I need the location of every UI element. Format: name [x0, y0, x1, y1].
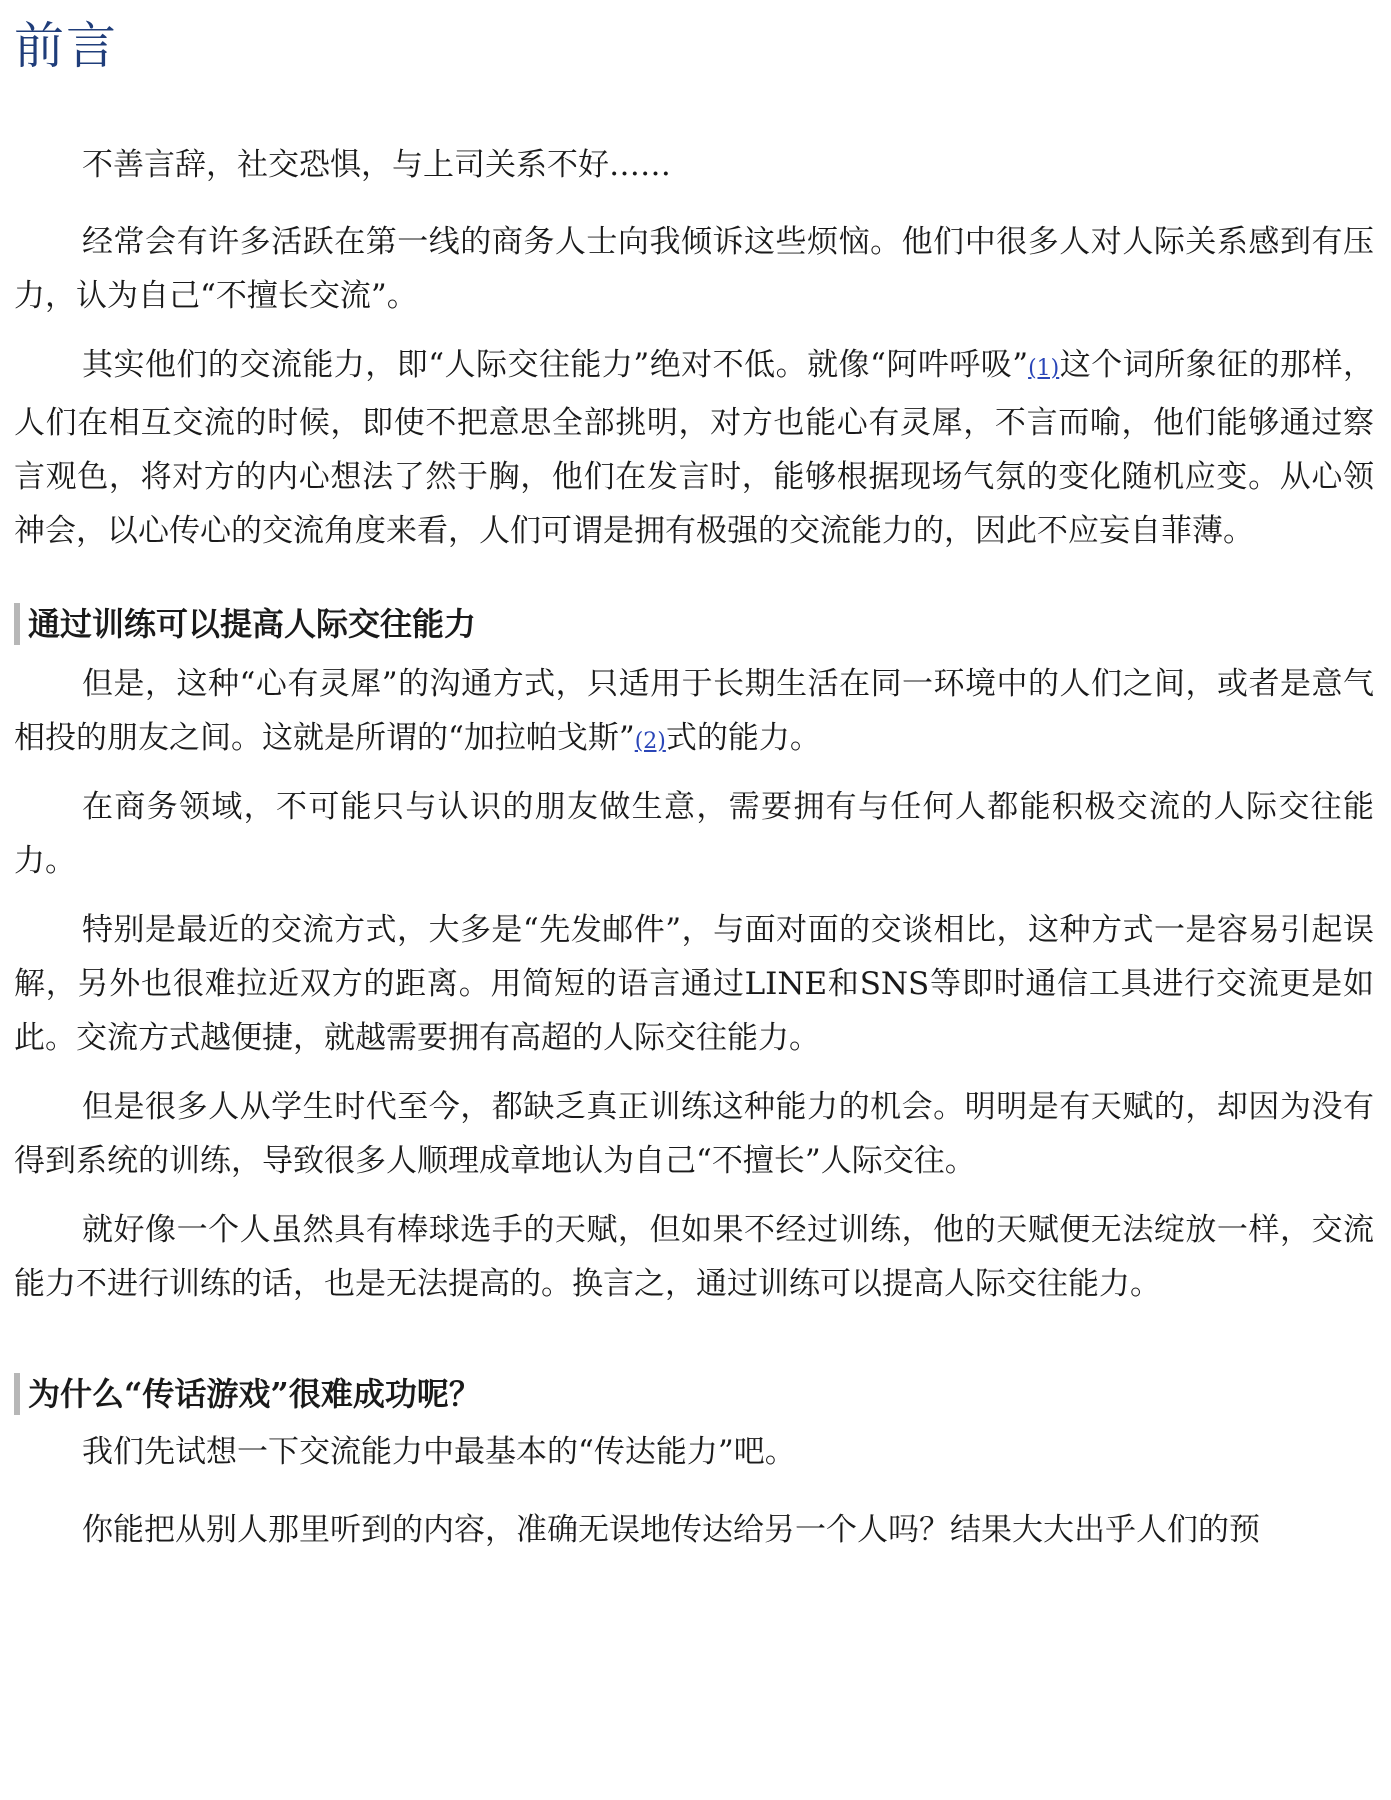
section-heading-1: 通过训练可以提高人际交往能力: [14, 603, 476, 645]
paragraph-6: 特别是最近的交流方式，大多是“先发邮件”，与面对面的交谈相比，这种方式一是容易引起误解，另外也很难拉近双方的距离。用简短的语言通过LINE和SNS等即时通信工具进行交流更是如此。交流方式越便捷，就越需要拥有高超的人际交往能力。: [14, 912, 1374, 1056]
paragraph-8: 就好像一个人虽然具有棒球选手的天赋，但如果不经过训练，他的天赋便无法绽放一样，交流能力不进行训练的话，也是无法提高的。换言之，通过训练可以提高人际交往能力。: [14, 1212, 1374, 1302]
footnote-ref-1[interactable]: (1): [1028, 356, 1060, 381]
paragraph-3-text-b: 这个词所象征的那样，人们在相互交流的时候，即使不把意思全部挑明，对方也能心有灵犀，不言而喻，他们能够通过察言观色，将对方的内心想法了然于胸，他们在发言时，能够根据现场气氛的变化随机应变。从心领神会，以心传心的交流角度来看，人们可谓是拥有极强的交流能力的，因此不应妄自菲薄。: [14, 347, 1375, 549]
paragraph-2: 经常会有许多活跃在第一线的商务人士向我倾诉这些烦恼。他们中很多人对人际关系感到有压力，认为自己“不擅长交流”。: [14, 224, 1374, 314]
paragraph-1: 不善言辞，社交恐惧，与上司关系不好……: [82, 147, 671, 183]
paragraph-9: 我们先试想一下交流能力中最基本的“传达能力”吧。: [82, 1434, 796, 1470]
chapter-title: 前言: [14, 17, 118, 75]
document-page: [14, 0, 1375, 1548]
section-heading-2: 为什么“传话游戏”很难成功呢？: [14, 1373, 481, 1415]
paragraph-7: 但是很多人从学生时代至今，都缺乏真正训练这种能力的机会。明明是有天赋的，却因为没有得到系统的训练，导致很多人顺理成章地认为自己“不擅长”人际交往。: [14, 1089, 1374, 1179]
paragraph-4-text-a: 但是，这种“心有灵犀”的沟通方式，只适用于长期生活在同一环境中的人们之间，或者是意气相投的朋友之间。这就是所谓的“加拉帕戈斯”: [14, 666, 1374, 756]
paragraph-4-text-b: 式的能力。: [665, 720, 821, 756]
footnote-ref-2[interactable]: (2): [634, 729, 666, 754]
paragraph-5: 在商务领域，不可能只与认识的朋友做生意，需要拥有与任何人都能积极交流的人际交往能力。: [14, 789, 1374, 879]
paragraph-3: [14, 338, 1374, 558]
paragraph-10: 你能把从别人那里听到的内容，准确无误地传达给另一个人吗？结果大大出乎人们的预: [82, 1512, 1260, 1548]
paragraph-3-text-a: 其实他们的交流能力，即“人际交往能力”绝对不低。就像“阿吽呼吸”: [82, 347, 1029, 383]
paragraph-4: [14, 657, 1374, 769]
